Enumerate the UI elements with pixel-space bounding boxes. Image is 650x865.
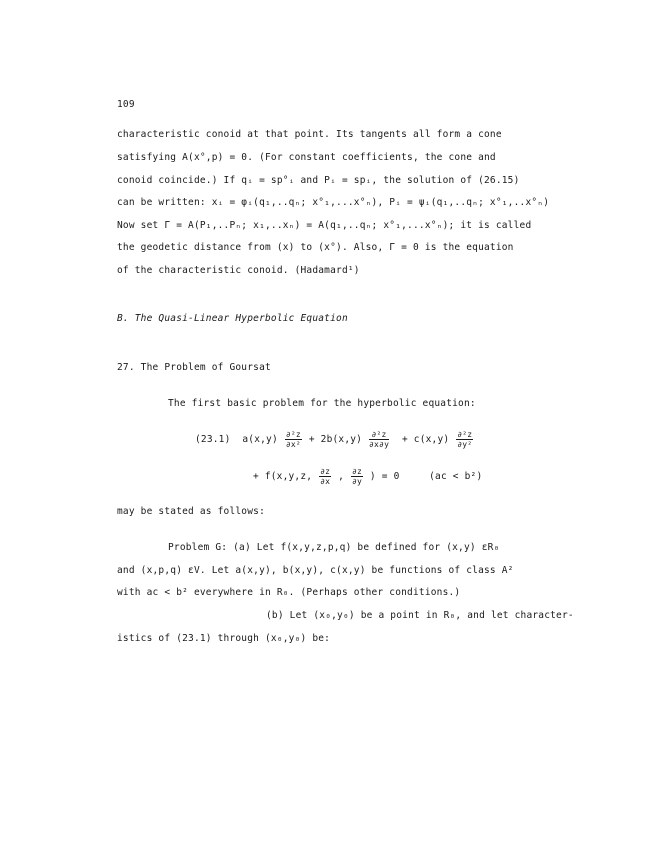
hyperbolic-condition: (ac < b²) (429, 471, 483, 482)
intro-line: The first basic problem for the hyperbolic equation: (168, 398, 476, 409)
may-be-stated-line: may be stated as follows: (117, 506, 265, 517)
problem-g-line: with ac < b² everywhere in R₀. (Perhaps other conditions.) (117, 587, 461, 598)
paragraph-line: of the characteristic conoid. (Hadamard¹) (117, 265, 360, 276)
term-f: + f(x,y,z, (253, 471, 313, 482)
term-2b: + 2b(x,y) (308, 434, 363, 445)
fraction-dz-dy: $\frac{\partial z}{\partial y}$ (351, 467, 362, 486)
comma: , (338, 471, 345, 482)
paragraph-line: conoid coincide.) If qᵢ = sp°ᵢ and Pᵢ = spᵢ, the solution of (26.15) (117, 175, 520, 186)
term-c: + c(x,y) (401, 434, 450, 445)
paragraph-line: satisfying A(x°,p) = 0. (For constant coefficients, the cone and (117, 152, 496, 163)
paragraph-line: characteristic conoid at that point. Its tangents all form a cone (117, 129, 502, 140)
fraction-d2z-dy2: $\frac{\text{∂²z}}{\text{∂y²}}$ (457, 430, 473, 449)
fraction-d2z-dx2: $\frac{\text{∂²z}}{\text{∂x²}}$ (285, 430, 301, 449)
equation-label: (23.1) (195, 434, 231, 445)
fraction-dz-dx: $\frac{\partial z}{\partial x}$ (320, 467, 331, 486)
paragraph-line: the geodetic distance from (x) to (x°). Also, Γ = 0 is the equation (117, 242, 514, 253)
fraction-d2z-dxdy: $\frac{\text{∂²z}}{\partial x\partial y}$ (369, 430, 390, 449)
section-heading-b: B. The Quasi-Linear Hyperbolic Equation (117, 313, 348, 324)
problem-g-line: and (x,p,q) εV. Let a(x,y), b(x,y), c(x,y) be functions of class A² (117, 565, 514, 576)
equals-zero: ) = 0 (369, 471, 400, 482)
problem-g-line: (b) Let (x₀,y₀) be a point in R₀, and let character- (266, 610, 574, 621)
page-number: 109 (117, 99, 135, 110)
problem-g-line: istics of (23.1) through (x₀,y₀) be: (117, 633, 331, 644)
equation-line-1 (195, 430, 474, 449)
section-heading-27: 27. The Problem of Goursat (117, 362, 271, 373)
problem-g-line: Problem G: (a) Let f(x,y,z,p,q) be defined for (x,y) εR₀ (168, 542, 500, 553)
paragraph-line: can be written: xᵢ = φᵢ(q₁,..qₙ; x°₁,...x°ₙ), Pᵢ = ψᵢ(q₁,..qₙ; x°₁,..x°ₙ) (117, 197, 550, 208)
equation-line-2 (253, 467, 482, 486)
coef-a: a(x,y) (242, 434, 278, 445)
paragraph-line: Now set Γ = A(P₁,..Pₙ; x₁,..xₙ) = A(q₁,..qₙ; x°₁,...x°ₙ); it is called (117, 220, 532, 231)
